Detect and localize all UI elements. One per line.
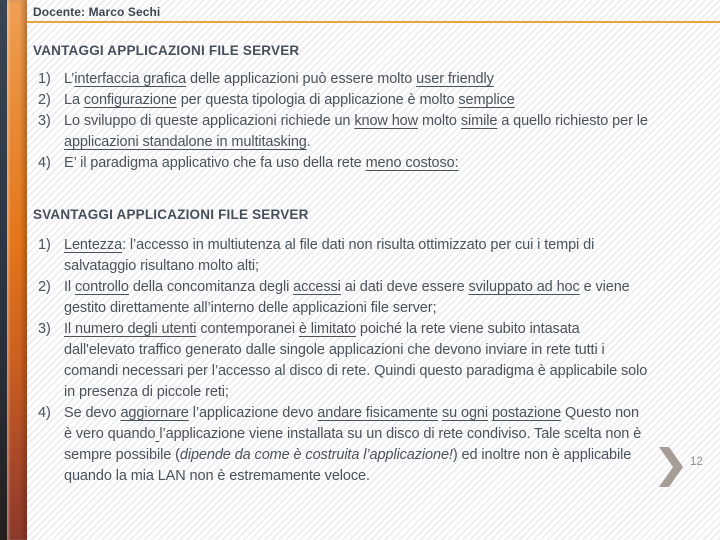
item-text: La configurazione per questa tipologia di applicazione è molto semplice xyxy=(64,92,515,108)
vantaggi-list xyxy=(38,69,650,174)
item-number: 4) xyxy=(38,405,51,421)
list-item xyxy=(38,403,650,487)
list-item xyxy=(38,277,650,319)
item-text: E’ il paradigma applicativo che fa uso della rete meno costoso: xyxy=(64,155,459,171)
list-item xyxy=(38,69,650,90)
section-title-svantaggi: SVANTAGGI APPLICAZIONI FILE SERVER xyxy=(33,207,309,223)
left-orange-bar xyxy=(7,0,27,540)
chevron-right-icon[interactable] xyxy=(659,447,683,487)
item-number: 3) xyxy=(38,113,51,129)
list-item xyxy=(38,153,650,174)
item-text: Il numero degli utenti contemporanei è limitato poiché la rete viene subito intasata dall'elevato traffico generato dalle singole applicazioni che devono inviare in rete tutti i comandi necessari per l’accesso al disco di rete. Quindi questo paradigma è applicabile solo in presenza di piccole reti; xyxy=(64,321,648,400)
item-text: L’interfaccia grafica delle applicazioni può essere molto user friendly xyxy=(64,71,494,87)
list-item xyxy=(38,319,650,403)
list-item xyxy=(38,90,650,111)
list-item xyxy=(38,111,650,153)
left-accent-strip xyxy=(0,0,7,540)
item-text: Se devo aggiornare l’applicazione devo andare fisicamente su ogni postazione Questo non è vero quando l’applicazione viene installata su un disco di rete condiviso. Tale scelta non è sempre possibile (dipende da come è costruita l’applicazione!) ed inoltre non è applicabile quando la mia LAN non è estremamente veloce. xyxy=(64,405,642,484)
header-divider xyxy=(27,21,720,23)
item-text: Il controllo della concomitanza degli accessi ai dati deve essere sviluppato ad hoc e viene gestito direttamente all’interno delle applicazioni file server; xyxy=(64,279,630,316)
item-text: Lo sviluppo di queste applicazioni richiede un know how molto simile a quello richiesto per le applicazioni standalone in multitasking. xyxy=(64,113,648,150)
item-text: Lentezza: l’accesso in multiutenza al file dati non risulta ottimizzato per cui i tempi di salvataggio risultano molto alti; xyxy=(64,237,595,274)
footer-nav xyxy=(659,447,683,487)
item-number: 2) xyxy=(38,92,51,108)
list-item xyxy=(38,235,650,277)
item-number: 4) xyxy=(38,155,51,171)
item-number: 2) xyxy=(38,279,51,295)
item-number: 3) xyxy=(38,321,51,337)
item-number: 1) xyxy=(38,71,51,87)
svantaggi-list xyxy=(38,235,650,487)
section-title-vantaggi: VANTAGGI APPLICAZIONI FILE SERVER xyxy=(33,43,300,59)
page-number: 12 xyxy=(690,456,703,468)
docente-header: Docente: Marco Sechi xyxy=(33,5,161,19)
item-number: 1) xyxy=(38,237,51,253)
